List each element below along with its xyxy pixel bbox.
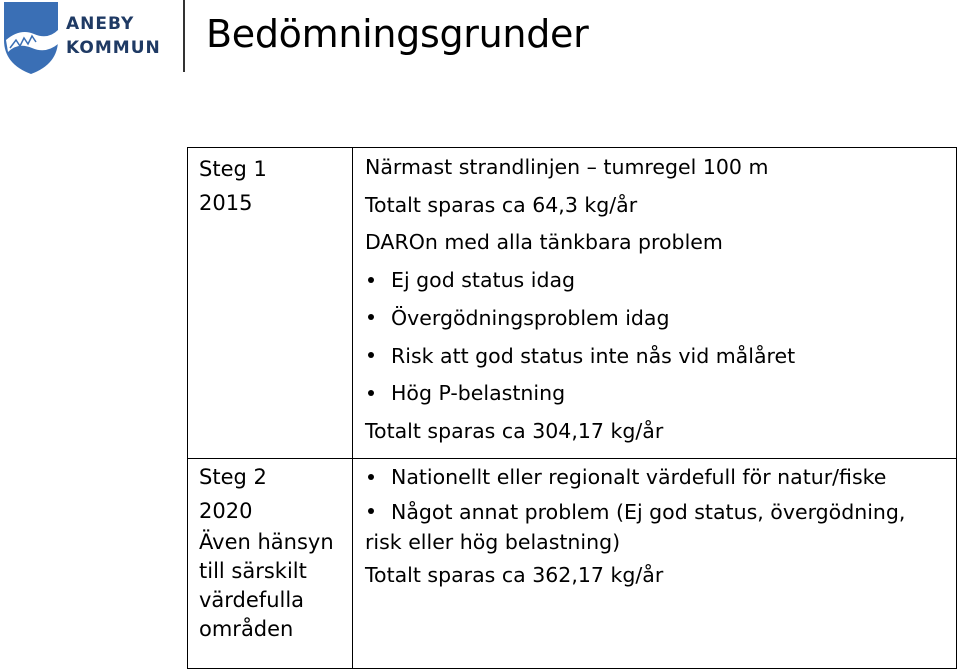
- org-name-line1: ANEBY: [66, 14, 135, 34]
- step2-desc: värdefulla: [199, 588, 305, 612]
- step2-label-cell: [188, 459, 353, 669]
- list-item: Övergödningsproblem idag: [365, 300, 956, 338]
- step2-content-cell: [353, 459, 957, 669]
- step2-total: Totalt sparas ca 362,17 kg/år: [365, 562, 664, 587]
- list-item: Risk att god status inte nås vid målåret: [365, 338, 956, 376]
- bullet-icon: [365, 338, 391, 376]
- list-item: Hög P-belastning: [365, 375, 956, 413]
- step2-desc: till särskilt: [199, 559, 307, 583]
- org-name: [66, 12, 161, 60]
- header-divider: [183, 0, 185, 72]
- step2-year: 2020: [199, 499, 253, 523]
- bullet-icon: [365, 375, 391, 413]
- list-item: Ej god status idag: [365, 262, 956, 300]
- list-item: Nationellt eller regionalt värdefull för natur/fiske: [365, 459, 956, 497]
- step2-desc: områden: [199, 617, 294, 641]
- table-row: [188, 459, 957, 669]
- step1-label-cell: [188, 148, 353, 459]
- step1-year: 2015: [199, 191, 253, 215]
- bullet-icon: [365, 300, 391, 338]
- step1-content-cell: [353, 148, 957, 459]
- municipality-logo: [0, 0, 190, 78]
- coat-of-arms-icon: [0, 0, 62, 76]
- bullet-icon: [365, 459, 391, 497]
- step1-line: Totalt sparas ca 64,3 kg/år: [365, 192, 638, 217]
- step1-total: Totalt sparas ca 304,17 kg/år: [365, 418, 664, 443]
- list-item: Något annat problem (Ej god status, övergödning, risk eller hög belastning): [365, 497, 956, 557]
- page-title: Bedömningsgrunder: [206, 12, 589, 56]
- criteria-table: [187, 147, 957, 669]
- step1-line: DAROn med alla tänkbara problem: [365, 230, 723, 255]
- step2-desc: Även hänsyn: [199, 530, 334, 554]
- step1-line: Närmast strandlinjen – tumregel 100 m: [365, 155, 769, 179]
- step2-label: Steg 2: [199, 465, 267, 489]
- bullet-icon: [365, 497, 391, 527]
- bullet-icon: [365, 262, 391, 300]
- table-row: [188, 148, 957, 459]
- step1-label: Steg 1: [199, 157, 267, 181]
- org-name-line2: KOMMUN: [66, 38, 161, 58]
